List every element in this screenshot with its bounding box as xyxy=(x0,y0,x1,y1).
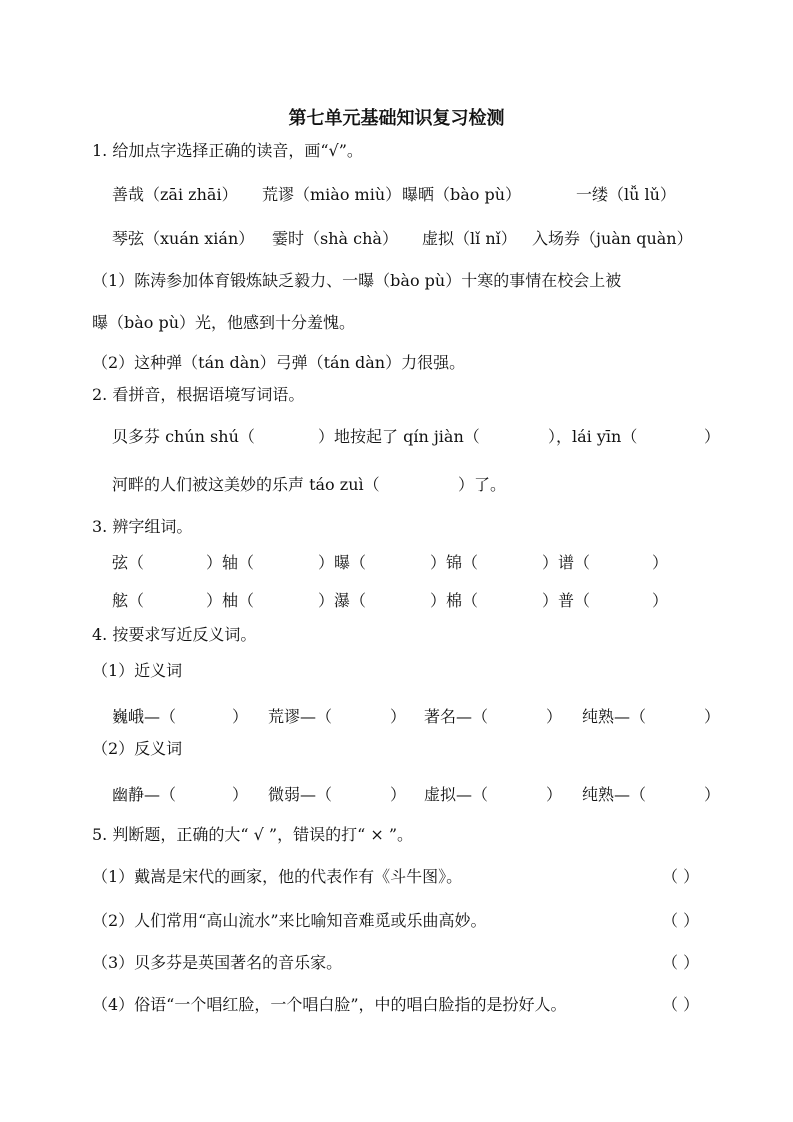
q3-cell: 舷（ xyxy=(112,591,145,610)
q4-stem: 4. 按要求写近反义词。 xyxy=(92,625,257,644)
q2-text: 贝多芬 chún shú（ xyxy=(112,427,255,446)
q3-cell: ）轴（ xyxy=(206,553,255,572)
q2-text: ）了。 xyxy=(458,475,507,494)
q3-cell: ）曝（ xyxy=(318,553,367,572)
q3-cell: ）锦（ xyxy=(430,553,479,572)
q2-text: ），lái yīn（ xyxy=(548,427,638,446)
q4-ant-word: 纯熟—（ xyxy=(582,785,647,804)
q1-sentence-2: （2）这种弹（tán dàn）弓弹（tán dàn）力很强。 xyxy=(92,353,466,372)
q1-item: 琴弦（xuán xián） xyxy=(112,229,255,248)
q4-ant-word: 幽静—（ xyxy=(112,785,177,804)
q5-item: （1）戴嵩是宋代的画家，他的代表作有《斗牛图》。 xyxy=(92,867,463,886)
q4-ant-close: ） xyxy=(546,785,563,804)
q5-answer-blank: （ ） xyxy=(662,995,700,1014)
q3-cell: 弦（ xyxy=(112,553,145,572)
q1-item: 虚拟（lǐ nǐ） xyxy=(422,229,517,248)
page-title: 第七单元基础知识复习检测 xyxy=(288,108,505,129)
q5-stem: 5. 判断题，正确的大“ √ ”，错误的打“ × ”。 xyxy=(92,825,414,844)
q3-cell: ）谱（ xyxy=(542,553,591,572)
q1-item: 霎时（shà chà） xyxy=(272,229,398,248)
q4-syn-close: ） xyxy=(390,707,407,726)
q1-item: 善哉（zāi zhāi） xyxy=(112,185,238,204)
q4-ant-close: ） xyxy=(232,785,249,804)
q4-syn-word: 著名—（ xyxy=(424,707,489,726)
q4-sub-antonyms: （2）反义词 xyxy=(92,739,183,758)
q1-item: 入场券（juàn quàn） xyxy=(532,229,693,248)
q4-syn-close: ） xyxy=(704,707,721,726)
q3-cell: ）柚（ xyxy=(206,591,255,610)
q4-syn-word: 纯熟—（ xyxy=(582,707,647,726)
q3-cell: ）棉（ xyxy=(430,591,479,610)
q1-sentence-1b: 曝（bào pù）光，他感到十分羞愧。 xyxy=(92,313,356,332)
q3-cell: ） xyxy=(652,591,669,610)
q3-stem: 3. 辨字组词。 xyxy=(92,517,193,536)
q2-text: 河畔的人们被这美妙的乐声 táo zuì（ xyxy=(112,475,380,494)
q1-stem: 1. 给加点字选择正确的读音，画“√”。 xyxy=(92,141,363,160)
q3-cell: ）瀑（ xyxy=(318,591,367,610)
q2-stem: 2. 看拼音，根据语境写词语。 xyxy=(92,385,305,404)
q3-cell: ） xyxy=(652,553,669,572)
q1-item: 曝晒（bào pù） xyxy=(402,185,522,204)
q4-ant-word: 微弱—（ xyxy=(268,785,333,804)
q5-item: （2）人们常用“高山流水”来比喻知音难觅或乐曲高妙。 xyxy=(92,911,487,930)
q4-ant-close: ） xyxy=(704,785,721,804)
q4-sub-synonyms: （1）近义词 xyxy=(92,661,183,680)
q5-item: （3）贝多芬是英国著名的音乐家。 xyxy=(92,953,343,972)
q5-answer-blank: （ ） xyxy=(662,953,700,972)
q4-ant-close: ） xyxy=(390,785,407,804)
q2-text: ）地按起了 qín jiàn（ xyxy=(318,427,480,446)
q3-cell: ）普（ xyxy=(542,591,591,610)
q4-syn-close: ） xyxy=(546,707,563,726)
q1-item: 荒谬（miào miù） xyxy=(262,185,402,204)
q1-item: 一缕（lǚ lǔ） xyxy=(576,185,676,204)
q4-syn-word: 巍峨—（ xyxy=(112,707,177,726)
q5-answer-blank: （ ） xyxy=(662,911,700,930)
q4-ant-word: 虚拟—（ xyxy=(424,785,489,804)
q2-text: ） xyxy=(704,427,721,446)
q4-syn-close: ） xyxy=(232,707,249,726)
q4-syn-word: 荒谬—（ xyxy=(268,707,333,726)
q5-item: （4）俗语“一个唱红脸，一个唱白脸”，中的唱白脸指的是扮好人。 xyxy=(92,995,567,1014)
q1-sentence-1a: （1）陈涛参加体育锻炼缺乏毅力、一曝（bào pù）十寒的事情在校会上被 xyxy=(92,271,622,290)
q5-answer-blank: （ ） xyxy=(662,867,700,886)
